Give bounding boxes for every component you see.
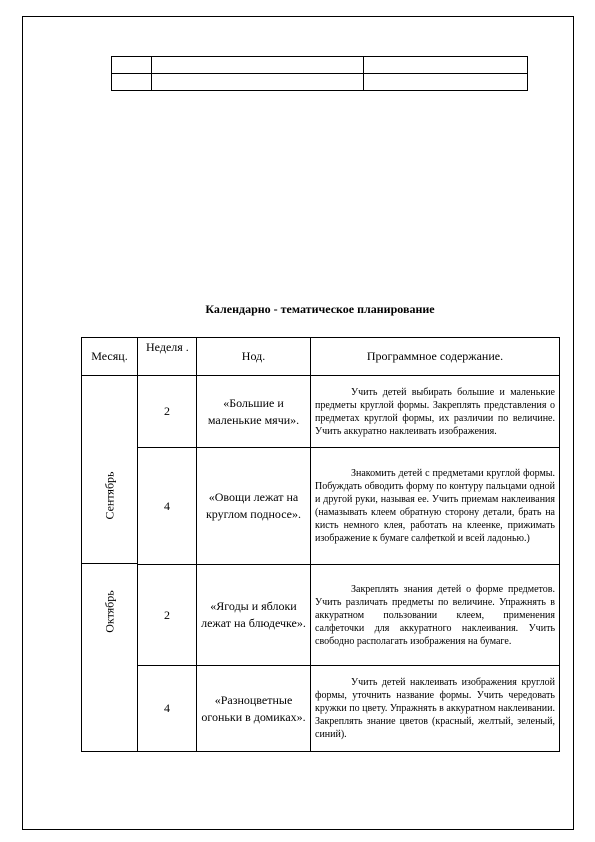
content-cell: Учить детей выбирать большие и маленькие предметы круглой формы. Закреплять представления о предметах круглой формы, их различии по величине. Учить аккуратно наклеивать изображения. (311, 376, 560, 448)
month-label-october: Октябрь (102, 590, 116, 633)
header-row (82, 338, 560, 376)
nod-cell: «Большие и маленькие мячи». (197, 376, 311, 448)
content-cell: Закреплять знания детей о форме предметов. Учить различать предметы по величине. Упражнять в аккуратном пользовании клеем, применения салфеточки для аккуратного наклеивания. Учить свободно располагать изображения на бумаге. (311, 565, 560, 666)
plan-table (81, 337, 560, 752)
empty-cell (152, 74, 364, 91)
document-title: Календарно - тематическое планирование (205, 302, 435, 316)
month-label-september: Сентябрь (102, 471, 116, 520)
empty-cell (112, 74, 152, 91)
week-cell: 2 (138, 565, 197, 666)
header-nod: Нод. (197, 338, 311, 376)
empty-cell (364, 57, 528, 74)
header-month: Месяц. (82, 338, 138, 376)
empty-table-row (112, 74, 528, 91)
nod-cell: «Разноцветные огоньки в домиках». (197, 666, 311, 752)
header-week: Неделя . (138, 338, 197, 376)
empty-cell (112, 57, 152, 74)
header-content: Программное содержание. (311, 338, 560, 376)
table-row (82, 376, 560, 448)
empty-cell (152, 57, 364, 74)
table-row (82, 565, 560, 666)
month-column (82, 376, 138, 752)
content-cell: Знакомить детей с предметами круглой формы. Побуждать обводить форму по контуру пальцами одной и другой руки, называя ее. Учить приемам наклеивания (намазывать клеем обратную сторону детали, брать на кисть немного клея, работать на клеенке, прижимать изображение к бумаге салфеткой и всей ладонью.) (311, 448, 560, 565)
month-divider (82, 563, 137, 564)
empty-table-row (112, 57, 528, 74)
content-cell: Учить детей наклеивать изображения круглой формы, уточнить название формы. Учить чередовать кружки по цвету. Упражнять в аккуратном наклеивании. Закреплять знание цветов (красный, желтый, зеленый, синий). (311, 666, 560, 752)
header-empty-table (111, 56, 528, 91)
table-row (82, 666, 560, 752)
empty-cell (364, 74, 528, 91)
week-cell: 4 (138, 448, 197, 565)
nod-cell: «Овощи лежат на круглом подносе». (197, 448, 311, 565)
week-cell: 2 (138, 376, 197, 448)
week-cell: 4 (138, 666, 197, 752)
table-row (82, 448, 560, 565)
nod-cell: «Ягоды и яблоки лежат на блюдечке». (197, 565, 311, 666)
